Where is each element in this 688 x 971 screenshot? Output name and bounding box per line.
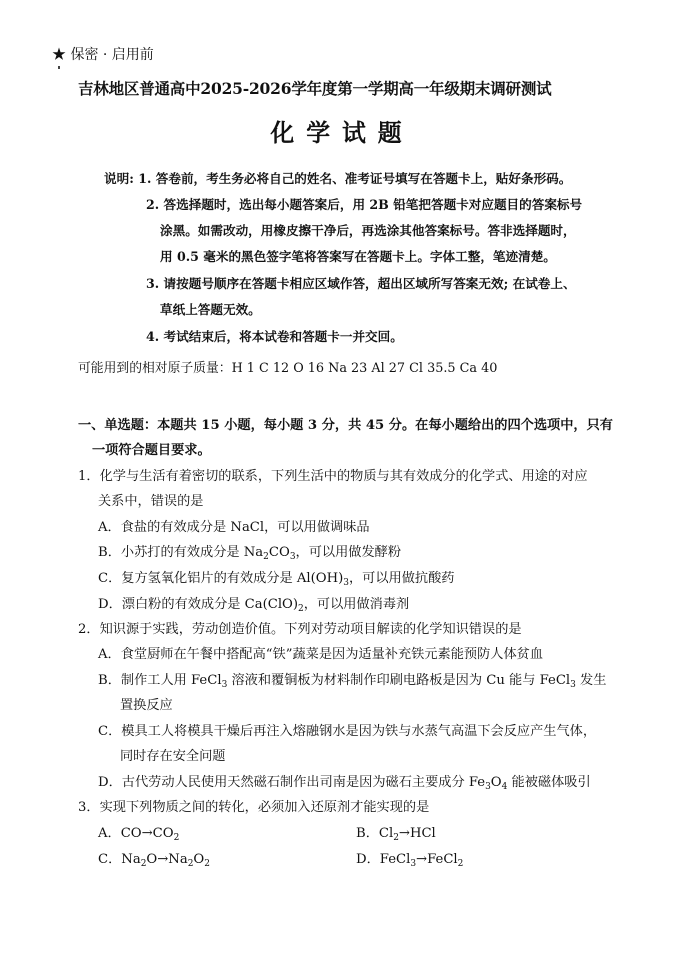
q2-option-d: D．古代劳动人民使用天然磁石制作出司南是因为磁石主要成分 $Fe_3O_4$ 能被磁体吸引 [98,775,591,792]
instruction-1: 说明: 1. 答卷前，考生务必将自己的姓名、准考证号填写在答题卡上，贴好条形码。 [104,171,572,186]
q3-option-a: A．$CO\to CO_2$ [98,826,180,843]
instruction-3b: 草纸上答题无效。 [160,302,261,317]
q1-option-b: B．小苏打的有效成分是 $Na_2CO_3$，可以用做发酵粉 [98,545,402,562]
q3-option-c: C．$Na_2O\to Na_2O_2$ [98,852,210,869]
instruction-2b: 涂黑。如需改动，用橡皮擦干净后，再选涂其他答案标号。答非选择题时， [160,223,576,238]
q2-option-c-cont: 同时存在安全问题 [120,749,226,764]
section-heading-1: 一、单选题：本题共 15 小题，每小题 3 分，共 45 分。在每小题给出的四个选项中，只有 [78,418,613,433]
margin-dot [58,66,60,69]
atomic-masses: 可能用到的相对原子质量：H 1 C 12 O 16 Na 23 Al 27 Cl 35.5 Ca 40 [78,361,498,376]
q2-option-c: C．模具工人将模具干燥后再注入熔融钢水是因为铁与水蒸气高温下会反应产生气体， [98,724,597,739]
q1-stem-1: 1．化学与生活有着密切的联系，下列生活中的物质与其有效成分的化学式、用途的对应 [78,469,588,484]
section-heading-2: 一项符合题目要求。 [92,443,211,458]
q3-option-b: B．$Cl_2\to HCl$ [356,826,436,843]
subject-title: 化学试题 [270,118,414,147]
q2-option-a: A．食堂厨师在午餐中搭配高“铁”蔬菜是因为适量补充铁元素能预防人体贫血 [98,647,544,662]
confidential-label: ★ 保密 · 启用前 [52,47,154,63]
instruction-2a: 2. 答选择题时，选出每小题答案后，用 2B 铅笔把答题卡对应题目的答案标号 [146,197,583,212]
q2-stem: 2．知识源于实践，劳动创造价值。下列对劳动项目解读的化学知识错误的是 [78,622,522,637]
q1-option-d: D．漂白粉的有效成分是 $Ca(ClO)_2$，可以用做消毒剂 [98,597,410,614]
instruction-3a: 3. 请按题号顺序在答题卡相应区域作答，超出区域所写答案无效; 在试卷上、 [146,276,576,291]
q1-option-a: A．食盐的有效成分是 NaCl，可以用做调味品 [98,520,370,535]
q1-option-c: C．复方氢氧化铝片的有效成分是 $Al(OH)_3$，可以用做抗酸药 [98,571,455,588]
q1-stem-2: 关系中，错误的是 [98,494,204,509]
instruction-2c: 用 0.5 毫米的黑色签字笔将答案写在答题卡上。字体工整，笔迹清楚。 [160,249,556,264]
instruction-4: 4. 考试结束后，将本试卷和答题卡一并交回。 [146,329,403,344]
q2-option-b: B．制作工人用 FeCl$_3$ 溶液和覆铜板为材料制作印刷电路板是因为 Cu 能与 FeCl$_3$ 发生 [98,673,607,690]
exam-title: 吉林地区普通高中2025-2026学年度第一学期高一年级期末调研测试 [78,79,552,98]
q2-option-b-cont: 置换反应 [120,698,173,713]
q3-option-d: D．FeCl$_3$→FeCl$_2$ [356,852,464,869]
q3-stem: 3．实现下列物质之间的转化，必须加入还原剂才能实现的是 [78,800,430,815]
